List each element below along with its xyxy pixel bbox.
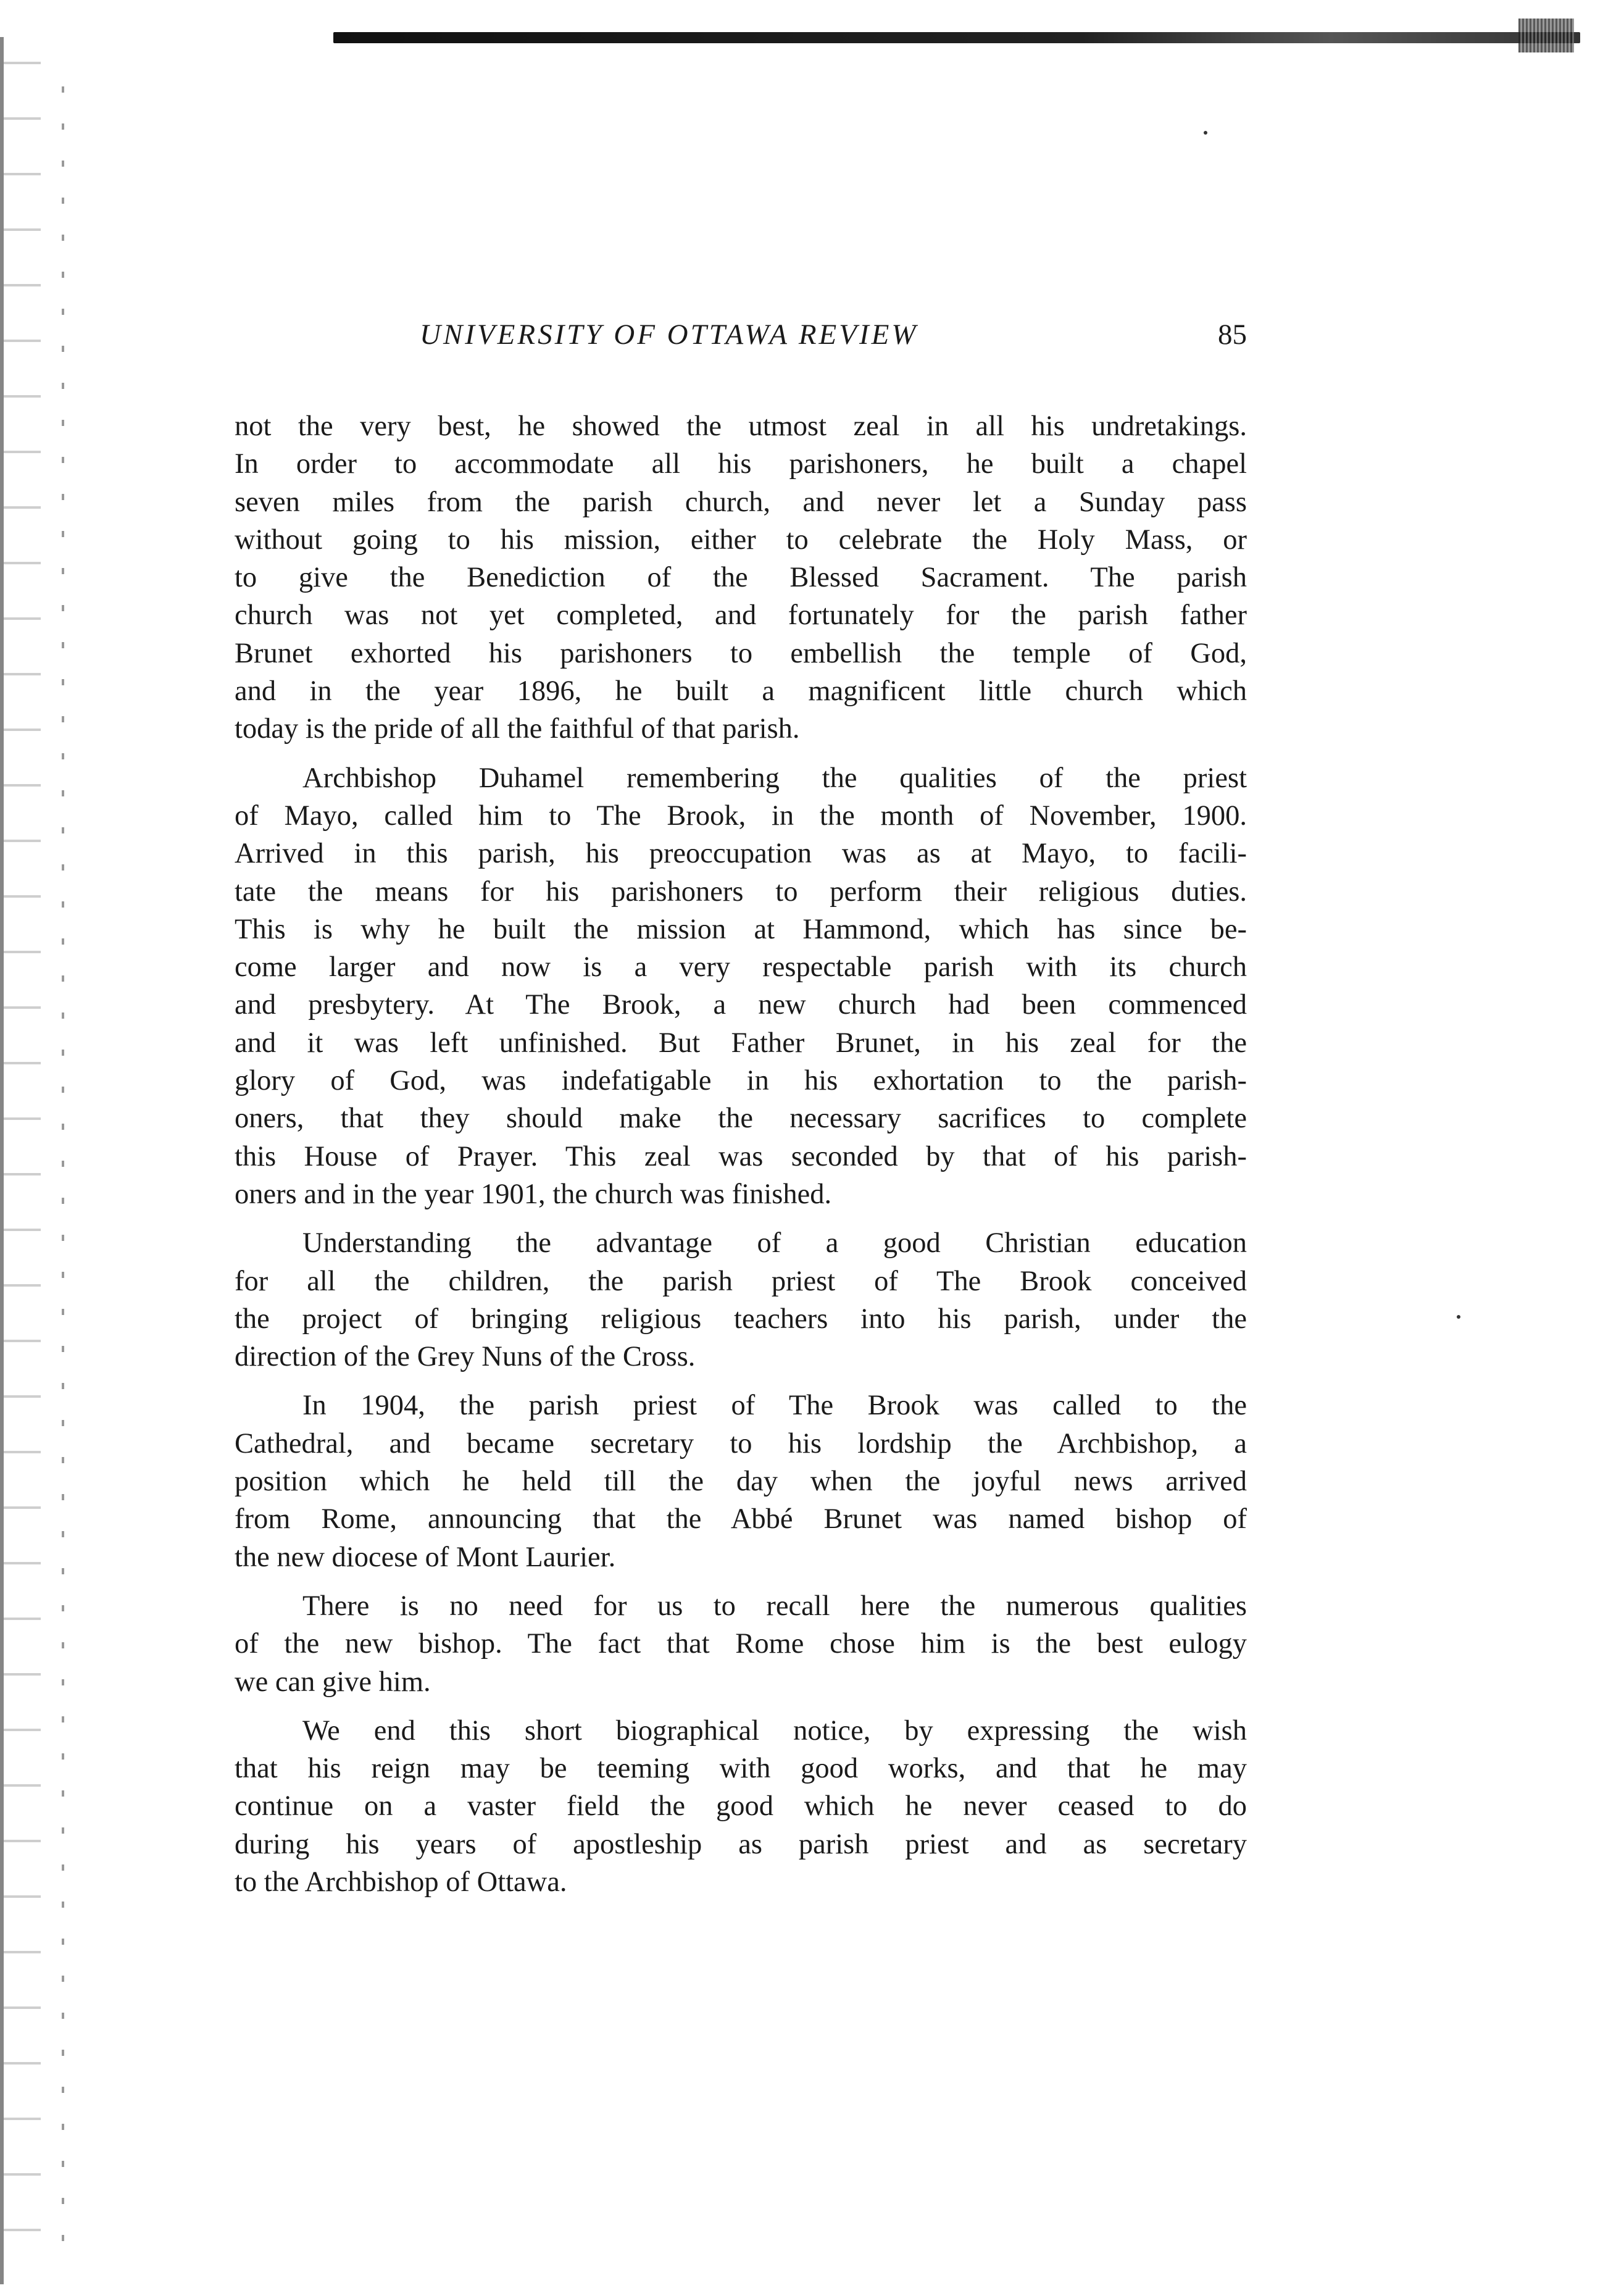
binding-edge: [0, 37, 41, 2284]
paragraph: [235, 1712, 1247, 1901]
text-line: In order to accommodate all his parishoners, he built a chapel: [235, 448, 1247, 480]
text-line: and it was left unfinished. But Father Brunet, in his zeal for the: [235, 1027, 1247, 1059]
page-number: 85: [1218, 319, 1247, 351]
text-line: from Rome, announcing that the Abbé Brunet was named bishop of: [235, 1503, 1247, 1535]
text-line: We end this short biographical notice, by expressing the wish: [302, 1714, 1247, 1747]
text-line: In 1904, the parish priest of The Brook was called to the: [302, 1390, 1247, 1422]
top-scan-rule: [333, 32, 1580, 43]
text-line: Cathedral, and became secretary to his lordship the Archbishop, a: [235, 1427, 1247, 1459]
text-line: we can give him.: [235, 1666, 431, 1698]
text-line: to the Archbishop of Ottawa.: [235, 1866, 567, 1898]
text-line: Archbishop Duhamel remembering the qualities of the priest: [302, 762, 1247, 794]
article-body: [235, 407, 1247, 1912]
scan-speck: [1204, 131, 1207, 135]
text-line: tate the means for his parishoners to perform their religious duties.: [235, 875, 1247, 908]
text-line: and in the year 1896, he built a magnificent little church which: [235, 675, 1247, 708]
text-line: that his reign may be teeming with good works, and that he may: [235, 1753, 1247, 1785]
text-line: glory of God, was indefatigable in his exhortation to the parish-: [235, 1065, 1247, 1097]
text-line: without going to his mission, either to celebrate the Holy Mass, or: [235, 524, 1247, 556]
text-line: and presbytery. At The Brook, a new church had been commenced: [235, 989, 1247, 1021]
text-line: seven miles from the parish church, and never let a Sunday pass: [235, 486, 1247, 518]
text-line: church was not yet completed, and fortunately for the parish father: [235, 599, 1247, 632]
text-line: to give the Benediction of the Blessed Sacrament. The parish: [235, 562, 1247, 594]
paragraph: [235, 1387, 1247, 1576]
text-line: direction of the Grey Nuns of the Cross.: [235, 1341, 696, 1373]
scan-speck: [1457, 1315, 1460, 1319]
text-line: This is why he built the mission at Hammond, which has since be-: [235, 913, 1247, 945]
text-line: of the new bishop. The fact that Rome chose him is the best eulogy: [235, 1628, 1247, 1660]
text-line: Arrived in this parish, his preoccupation was as at Mayo, to facili-: [235, 838, 1247, 870]
text-line: during his years of apostleship as parish priest and as secretary: [235, 1828, 1247, 1860]
paragraph: [235, 759, 1247, 1214]
text-line: the new diocese of Mont Laurier.: [235, 1541, 616, 1573]
running-head: [235, 318, 1247, 361]
top-scan-artifact: [1518, 19, 1574, 52]
text-line: come larger and now is a very respectable parish with its church: [235, 951, 1247, 983]
journal-title: UNIVERSITY OF OTTAWA REVIEW: [420, 319, 918, 351]
text-line: not the very best, he showed the utmost zeal in all his undretakings.: [235, 411, 1247, 442]
text-line: Brunet exhorted his parishoners to embellish the temple of God,: [235, 637, 1247, 669]
paragraph: [235, 1224, 1247, 1376]
text-line: oners and in the year 1901, the church was finished.: [235, 1178, 832, 1210]
text-line: Understanding the advantage of a good Christian education: [302, 1227, 1247, 1259]
text-line: continue on a vaster field the good which he never ceased to do: [235, 1790, 1247, 1822]
binding-dash-marks: [62, 86, 64, 2247]
text-line: oners, that they should make the necessary sacrifices to complete: [235, 1103, 1247, 1135]
text-line: the project of bringing religious teachers into his parish, under the: [235, 1303, 1247, 1335]
text-line: position which he held till the day when the joyful news arrived: [235, 1466, 1247, 1498]
text-line: today is the pride of all the faithful of that parish.: [235, 713, 800, 745]
text-line: for all the children, the parish priest of The Brook conceived: [235, 1265, 1247, 1297]
text-line: of Mayo, called him to The Brook, in the month of November, 1900.: [235, 800, 1247, 832]
paragraph: [235, 1587, 1247, 1701]
paragraph: [235, 407, 1247, 748]
text-line: this House of Prayer. This zeal was seconded by that of his parish-: [235, 1140, 1247, 1172]
text-line: There is no need for us to recall here the numerous qualities: [302, 1590, 1247, 1622]
